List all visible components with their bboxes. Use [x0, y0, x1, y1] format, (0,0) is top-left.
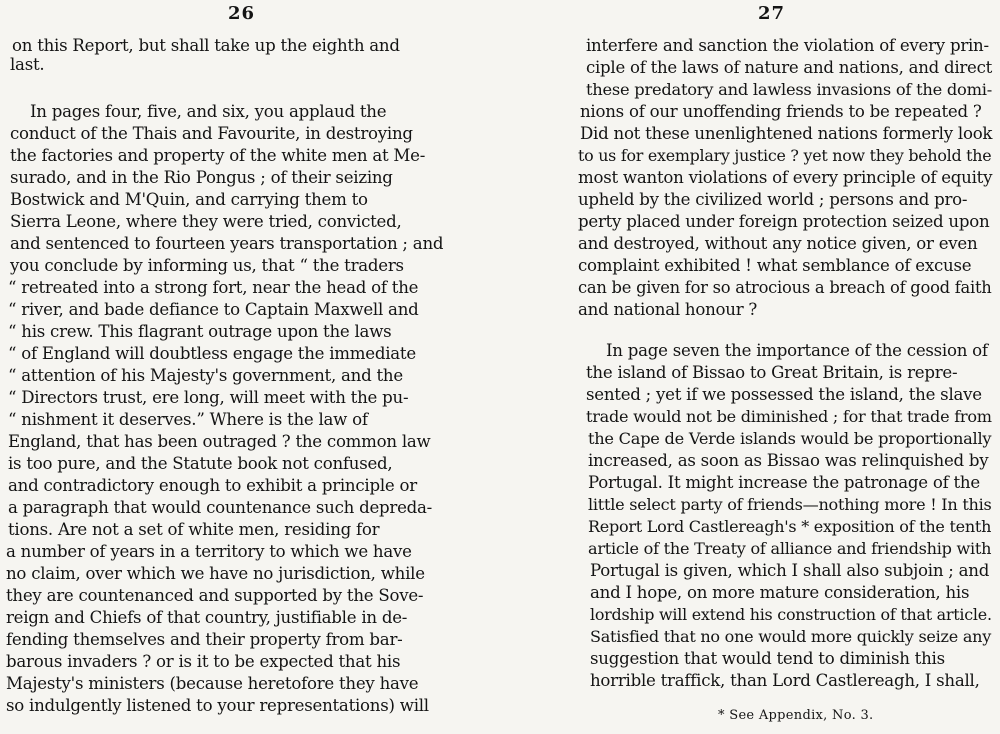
text-line: the factories and property of the white men at Me-: [10, 146, 426, 165]
text-line: and national honour ?: [578, 300, 758, 319]
text-line: interfere and sanction the violation of every prin-: [586, 36, 989, 55]
text-line: suggestion that would tend to diminish this: [590, 649, 945, 668]
text-line: nions of our unoffending friends to be repeated ?: [580, 102, 982, 121]
text-line: Majesty's ministers (because heretofore they have: [6, 674, 419, 693]
text-line: complaint exhibited ! what semblance of excuse: [578, 256, 972, 275]
text-line: In page seven the importance of the cession of: [606, 341, 988, 360]
text-line: most wanton violations of every principle of equity: [578, 168, 993, 187]
text-line: “ attention of his Majesty's government, and the: [8, 366, 403, 385]
text-line: tions. Are not a set of white men, residing for: [8, 520, 380, 539]
text-line: “ Directors trust, ere long, will meet with the pu-: [8, 388, 409, 407]
text-line: on this Report, but shall take up the eighth and: [12, 36, 400, 55]
footnote: * See Appendix, No. 3.: [718, 708, 874, 723]
text-line: they are countenanced and supported by the Sove-: [6, 586, 424, 605]
text-line: fending themselves and their property from bar-: [6, 630, 403, 649]
text-line: increased, as soon as Bissao was relinquished by: [588, 451, 989, 470]
text-line: In pages four, five, and six, you applaud the: [30, 102, 387, 121]
text-line: and I hope, on more mature consideration, his: [590, 583, 970, 602]
text-line: Satisfied that no one would more quickly seize any: [590, 627, 992, 646]
text-line: Portugal. It might increase the patronage of the: [588, 473, 980, 492]
text-line: upheld by the civilized world ; persons and pro-: [578, 190, 968, 209]
text-line: “ nishment it deserves.” Where is the law of: [8, 410, 368, 429]
text-line: sented ; yet if we possessed the island, the slave: [586, 385, 982, 404]
text-line: article of the Treaty of alliance and friendship with: [588, 539, 992, 558]
text-line: the Cape de Verde islands would be proportionally: [588, 429, 992, 448]
text-line: is too pure, and the Statute book not confused,: [8, 454, 393, 473]
text-line: the island of Bissao to Great Britain, is repre-: [586, 363, 958, 382]
text-line: “ river, and bade defiance to Captain Maxwell and: [8, 300, 419, 319]
text-line: Bostwick and M'Quin, and carrying them to: [10, 190, 368, 209]
text-line: conduct of the Thais and Favourite, in destroying: [10, 124, 413, 143]
text-line: surado, and in the Rio Pongus ; of their seizing: [10, 168, 393, 187]
text-line: trade would not be diminished ; for that trade from: [586, 407, 992, 426]
text-line: a number of years in a territory to which we have: [6, 542, 412, 561]
text-line: these predatory and lawless invasions of the domi-: [586, 80, 992, 99]
text-line: and contradictory enough to exhibit a principle or: [8, 476, 417, 495]
text-line: so indulgently listened to your representations) will: [6, 696, 429, 715]
text-line: Report Lord Castlereagh's * exposition of the tenth: [588, 517, 992, 536]
text-line: a paragraph that would countenance such depreda-: [8, 498, 433, 517]
text-line: “ his crew. This flagrant outrage upon the laws: [8, 322, 392, 341]
text-line: perty placed under foreign protection seized upon: [578, 212, 990, 231]
text-line: “ of England will doubtless engage the immediate: [8, 344, 416, 363]
text-line: barous invaders ? or is it to be expected that his: [6, 652, 401, 671]
text-line: can be given for so atrocious a breach of good faith: [578, 278, 992, 297]
page-number: 27: [758, 3, 786, 24]
text-line: no claim, over which we have no jurisdiction, while: [6, 564, 425, 583]
text-line: and sentenced to fourteen years transportation ; and: [10, 234, 444, 253]
text-line: last.: [10, 55, 45, 74]
text-line: “ retreated into a strong fort, near the head of the: [8, 278, 419, 297]
text-line: ciple of the laws of nature and nations, and direct: [586, 58, 993, 77]
text-line: England, that has been outraged ? the common law: [8, 432, 431, 451]
text-line: and destroyed, without any notice given, or even: [578, 234, 978, 253]
page-number: 26: [228, 3, 256, 24]
text-line: horrible traffick, than Lord Castlereagh, I shall,: [590, 671, 980, 690]
text-line: Did not these unenlightened nations formerly look: [580, 124, 993, 143]
text-line: to us for exemplary justice ? yet now they behold the: [578, 146, 992, 165]
text-line: Sierra Leone, where they were tried, convicted,: [10, 212, 402, 231]
text-line: you conclude by informing us, that “ the traders: [10, 256, 404, 275]
text-line: lordship will extend his construction of that article.: [590, 605, 992, 624]
text-line: reign and Chiefs of that country, justifiable in de-: [6, 608, 408, 627]
text-line: little select party of friends—nothing more ! In this: [588, 495, 992, 514]
text-line: Portugal is given, which I shall also subjoin ; and: [590, 561, 990, 580]
